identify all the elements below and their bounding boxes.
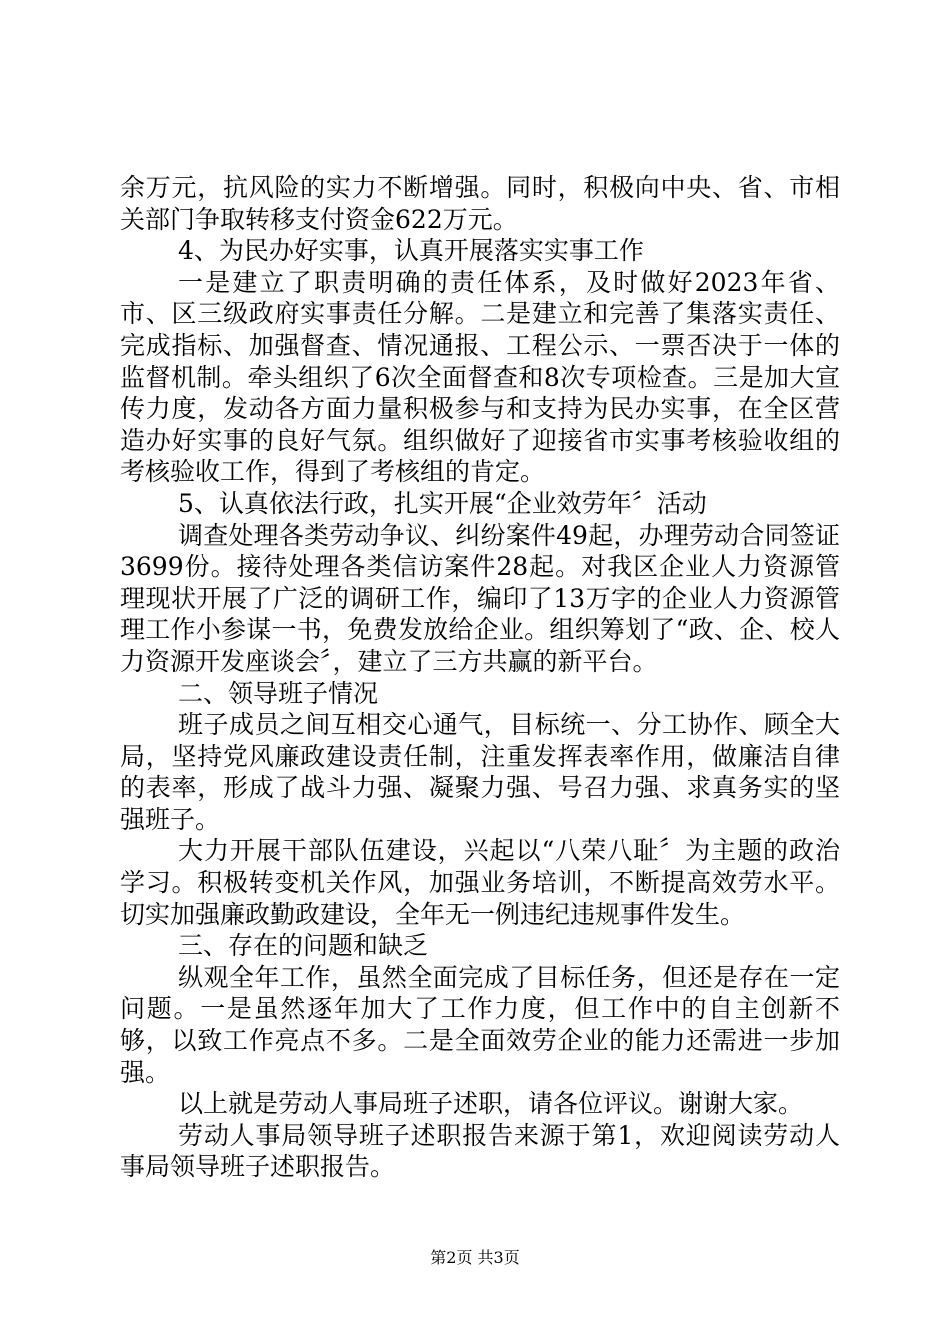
section-heading-5: 5、认真依法行政，扎实开展“企业效劳年〞活动 bbox=[178, 488, 707, 518]
page-number-footer: 第2页 共3页 bbox=[430, 1248, 520, 1267]
paragraph-team-members: 班子成员之间互相交心通气，目标统一、分工协作、顾全大局，坚持党风廉政建设责任制，注重发挥表率作用，做廉洁自律的表率，形成了战斗力强、凝聚力强、号召力强、求真务实的坚强班子。 bbox=[120, 710, 840, 834]
paragraph-practical-affairs: 一是建立了职责明确的责任体系，及时做好2023年省、市、区三级政府实事责任分解。二是建立和完善了集落实责任、完成指标、加强督查、情况通报、工程公示、一票否决于一体的监督机制。牵头组织了6次全面督查和8次专项检查。三是加大宣传力度，发动各方面力量积极参与和支持为民办实事，在全区营造办好实事的良好气氛。组织做好了迎接省市实事考核验收组的考核验收工作，得到了考核组的肯定。 bbox=[120, 267, 840, 487]
document-body bbox=[120, 172, 840, 1183]
paragraph-source-note: 劳动人事局领导班子述职报告来源于第1，欢迎阅读劳动人事局领导班子述职报告。 bbox=[120, 1120, 840, 1182]
paragraph-continuation: 余万元，抗风险的实力不断增强。同时，积极向中央、省、市相关部门争取转移支付资金622万元。 bbox=[120, 173, 840, 234]
paragraph-problems: 纵观全年工作，虽然全面完成了目标任务，但还是存在一定问题。一是虽然逐年加大了工作力度，但工作中的自主创新不够，以致工作亮点不多。二是全面效劳企业的能力还需进一步加强。 bbox=[120, 962, 840, 1087]
section-heading-4: 4、为民办好实事，认真开展落实实事工作 bbox=[178, 236, 644, 266]
section-heading-leadership: 二、领导班子情况 bbox=[178, 678, 379, 708]
paragraph-closing: 以上就是劳动人事局班子述职，请各位评议。谢谢大家。 bbox=[178, 1089, 804, 1119]
paragraph-cadre-building: 大力开展干部队伍建设，兴起以“八荣八耻〞为主题的政治学习。积极转变机关作风，加强业务培训，不断提高效劳水平。切实加强廉政勤政建设，全年无一例违纪违规事件发生。 bbox=[120, 836, 840, 929]
paragraph-labor-disputes: 调查处理各类劳动争议、纠纷案件49起，办理劳动合同签证3699份。接待处理各类信访案件28起。对我区企业人力资源管理现状开展了广泛的调研工作，编印了13万字的企业人力资源管理工作小参谋一书，免费发放给企业。组织筹划了“政、企、校人力资源开发座谈会〞，建立了三方共赢的新平台。 bbox=[120, 520, 840, 676]
section-heading-problems: 三、存在的问题和缺乏 bbox=[178, 931, 429, 961]
